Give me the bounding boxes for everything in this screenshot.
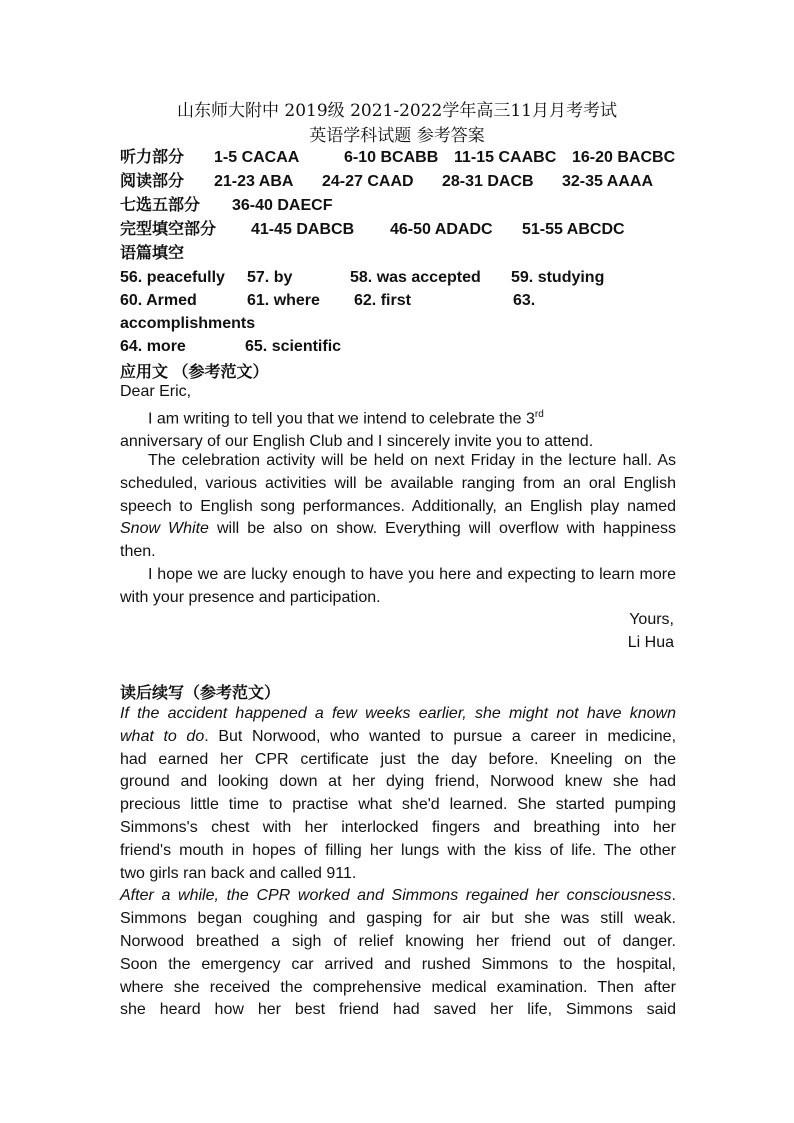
continuation-line bbox=[120, 771, 676, 794]
line-text: two girls ran back and called 911. bbox=[120, 864, 357, 882]
continuation-line bbox=[120, 885, 676, 908]
answer-item: 61. where bbox=[247, 292, 320, 309]
italic-text: After a while, the CPR worked and Simmons regained her consciousness bbox=[120, 887, 672, 905]
section-heading-continuation: 读后续写（参考范文） bbox=[120, 685, 281, 702]
line-text: Norwood breathed a sigh of relief knowing her friend out of danger. bbox=[120, 933, 676, 950]
continuation-line bbox=[120, 931, 676, 954]
line-text: Soon the emergency car arrived and rushed Simmons to the hospital, bbox=[120, 955, 676, 973]
continuation-line bbox=[120, 726, 676, 749]
answer-group: 24-27 CAAD bbox=[322, 173, 414, 190]
line-text: where she received the comprehensive medical examination. Then after bbox=[120, 978, 676, 996]
answer-section-label: 听力部分 bbox=[120, 149, 185, 166]
answer-group: 46-50 ADADC bbox=[390, 221, 493, 238]
letter-paragraph-2 bbox=[120, 450, 676, 564]
line-text: precious little time to practise what she'd learned. She started pumping bbox=[120, 796, 676, 814]
answer-section-label: 语篇填空 bbox=[120, 245, 185, 262]
answer-group: 6-10 BCABB bbox=[344, 149, 439, 166]
ordinal-suffix: rd bbox=[534, 409, 544, 420]
answer-item: 65. scientific bbox=[245, 338, 342, 355]
answer-item: 64. more bbox=[120, 338, 186, 355]
line-text: . But Norwood, who wanted to pursue a career in medicine, bbox=[204, 727, 677, 745]
continuation-line bbox=[120, 817, 676, 840]
answer-group: 11-15 CAABC bbox=[454, 149, 557, 166]
answer-item: 58. was accepted bbox=[350, 269, 481, 286]
answer-item: 60. Armed bbox=[120, 292, 197, 309]
letter-paragraph-text: will be also on show. Everything will overflow with happiness then. bbox=[120, 520, 676, 561]
answer-item: 56. peacefully bbox=[120, 269, 225, 286]
letter-paragraph-text: I am writing to tell you that we intend to celebrate the 3 bbox=[148, 410, 535, 428]
line-text: she heard how her best friend had saved her life, Simmons said bbox=[120, 1001, 676, 1019]
continuation-line bbox=[120, 840, 676, 863]
answer-group: 36-40 DAECF bbox=[232, 197, 333, 214]
line-text: had earned her CPR certificate just the day before. Kneeling on the bbox=[120, 750, 676, 768]
continuation-line bbox=[120, 999, 676, 1022]
letter-paragraph-1 bbox=[120, 404, 676, 454]
play-title: Snow White bbox=[120, 520, 209, 538]
continuation-line bbox=[120, 908, 676, 931]
line-text: ground and looking down at her dying friend, Norwood knew she had bbox=[120, 773, 676, 791]
section-heading-letter: 应用文 （参考范文） bbox=[120, 364, 269, 381]
answer-group: 16-20 BACBC bbox=[572, 149, 676, 166]
letter-salutation: Dear Eric, bbox=[120, 383, 192, 400]
letter-paragraph-text: The celebration activity will be held on next Friday in the lecture hall. As scheduled, various activities will be available ranging from an oral English speech to English song performances. Additionally, an English play named bbox=[120, 452, 676, 515]
answer-item: 62. first bbox=[354, 292, 411, 309]
answer-group: 1-5 CACAA bbox=[214, 149, 300, 166]
continuation-line bbox=[120, 863, 676, 886]
answer-item: 57. by bbox=[247, 269, 293, 286]
continuation-line bbox=[120, 977, 676, 1000]
continuation-line bbox=[120, 703, 676, 726]
letter-paragraph-3: I hope we are lucky enough to have you here and expecting to learn more with your presence and participation. bbox=[120, 566, 676, 606]
continuation-line bbox=[120, 954, 676, 977]
answer-section-label: 完型填空部分 bbox=[120, 221, 217, 238]
answer-group: 28-31 DACB bbox=[442, 173, 534, 190]
letter-paragraph-text: anniversary of our English Club and I sincerely invite you to attend. bbox=[120, 433, 594, 451]
answer-item: accomplishments bbox=[120, 315, 256, 332]
line-text: Simmons began coughing and gasping for air but she was still weak. bbox=[120, 910, 676, 928]
answer-group: 41-45 DABCB bbox=[251, 221, 355, 238]
line-text: Simmons's chest with her interlocked fingers and breathing into her bbox=[120, 819, 676, 836]
continuation-line bbox=[120, 749, 676, 772]
answer-item: 59. studying bbox=[511, 269, 605, 286]
letter-signature: Li Hua bbox=[627, 634, 674, 651]
document-subtitle: 英语学科试题 参考答案 bbox=[309, 126, 485, 146]
answer-group: 32-35 AAAA bbox=[562, 173, 653, 190]
answer-group: 51-55 ABCDC bbox=[522, 221, 625, 238]
letter-closing: Yours, bbox=[629, 611, 674, 628]
italic-text: what to do bbox=[120, 727, 205, 745]
continuation-line bbox=[120, 794, 676, 817]
answer-section-label: 阅读部分 bbox=[120, 173, 185, 190]
answer-group: 21-23 ABA bbox=[214, 173, 294, 190]
document-title: 山东师大附中 2019级 2021-2022学年高三11月月考考试 bbox=[177, 101, 617, 121]
answer-section-label: 七选五部分 bbox=[120, 197, 201, 214]
italic-text: If the accident happened a few weeks earlier, she might not have known bbox=[120, 705, 676, 722]
answer-item: 63. bbox=[513, 292, 536, 309]
line-text: . bbox=[671, 887, 676, 905]
line-text: friend's mouth in hopes of filling her lungs with the kiss of life. The other bbox=[120, 841, 676, 859]
